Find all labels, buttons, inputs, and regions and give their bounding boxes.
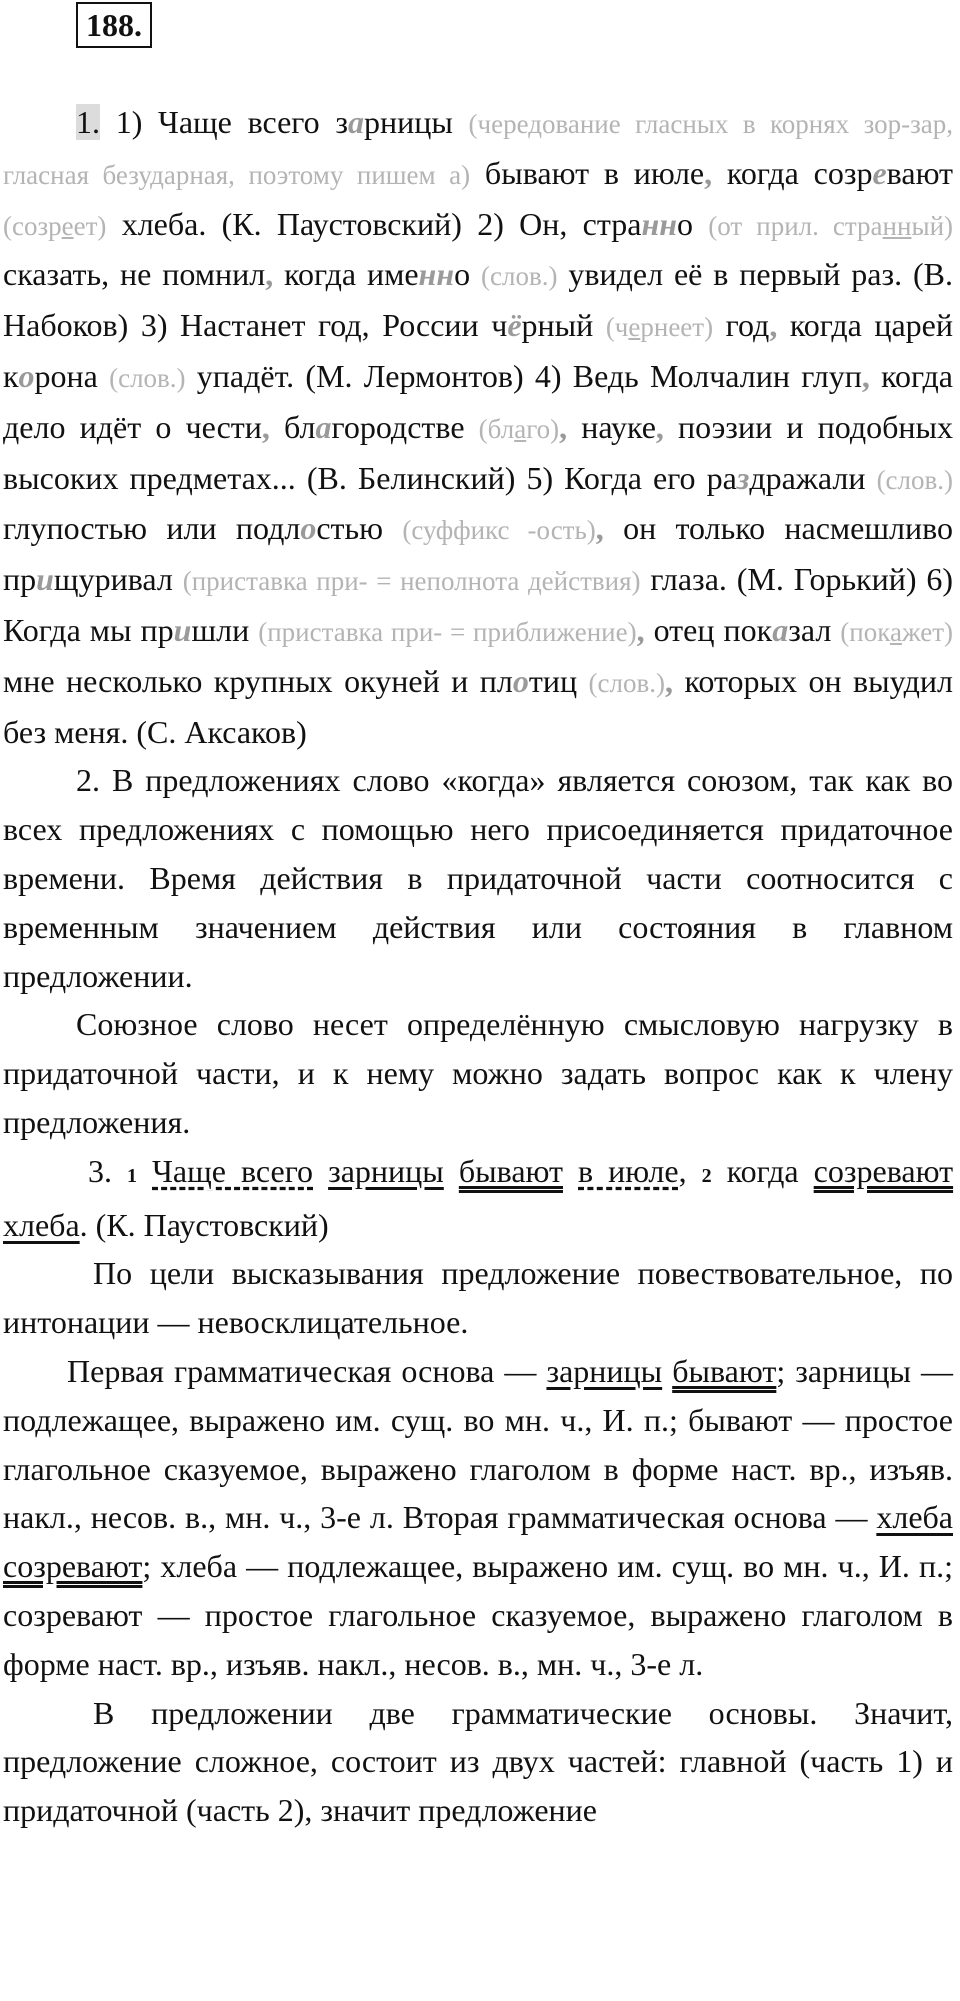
predicate-underline: созревают: [813, 1152, 954, 1189]
marked-comma: ,: [704, 154, 713, 191]
predicate-underline: созревают: [3, 1548, 143, 1585]
subject-underline: зарницы: [546, 1352, 663, 1389]
marked-letter: нн: [418, 256, 455, 293]
exercise-number: 188.: [76, 2, 152, 48]
grammar-basis-paragraph: Первая грамматическая основа — зарницы бывают; зарницы — подлежащее, выражено им. сущ. во мн. ч., И. п.; бывают — простое глагольное сказуемое, выражено глаголом в форме наст. вр., изъяв. накл., несов. в., мн. ч., 3-е л. Вторая грамматическая основа — хлеба созревают; хлеба — подлежащее, выражено им. сущ. во мн. ч., И. п.; созревают — простое глагольное сказуемое, выражено глаголом в форме наст. вр., изъяв. накл., несов. в., мн. ч., 3-е л.: [3, 1352, 953, 1682]
comment: (созреет): [3, 210, 107, 241]
marked-letter: о: [300, 510, 317, 547]
marked-letter: и: [36, 561, 54, 598]
marked-comma: ,: [559, 408, 568, 445]
answer-text: [3, 98, 953, 1835]
predicate-underline: бывают: [458, 1152, 563, 1189]
marked-letter: о: [512, 662, 529, 699]
task-1-paragraph: 1. 1) Чаще всего зарницы (чередование гласных в корнях зор-зар, гласная безударная, поэтому пишем а) бывают в июле, когда созревают (созреет) хлеба. (К. Паустовский) 2) Он, странно (от прил. странный) сказать, не помнил, когда именно (слов.) увидел её в первый раз. (В. Набоков) 3) Настанет год, России чёрный (чернеет) год, когда царей корона (слов.) упадёт. (М. Лермонтов) 4) Ведь Молчалин глуп, когда дело идёт о чести, благородстве (благо), науке, поэзии и подобных высоких предметах... (В. Белинский) 5) Когда его раздражали (слов.) глупостью или подлостью (суффикс -ость), он только насмешливо прищуривал (приставка при- = неполнота действия) глаза. (М. Горький) 6) Когда мы пришли (приставка при- = приближение), отец показал (покажет) мне несколько крупных окуней и плотиц (слов.), которых он выудил без меня. (С. Аксаков): [3, 104, 954, 750]
union-word-paragraph: Союзное слово несет определённую смысловую нагрузку в придаточной части, и к нему можно задать вопрос как к члену предложения.: [3, 1006, 953, 1140]
conclusion-paragraph: В предложении две грамматические основы. Значит, предложение сложное, состоит из двух частей: главной (часть 1) и придаточной (часть 2), значит предложение: [3, 1694, 953, 1829]
task-3-paragraph: 3. 1 Чаще всего зарницы бывают в июле, 2 когда созревают хлеба. (К. Паустовский): [3, 1152, 954, 1243]
marked-letter: о: [18, 357, 35, 394]
part-index: 1: [127, 1164, 138, 1187]
part-index: 2: [701, 1164, 712, 1187]
task-1-number: 1.: [76, 104, 100, 140]
marked-letter: е: [872, 154, 887, 191]
task-2-paragraph: 2. В предложениях слово «когда» является союзом, так как во всех предложениях с помощью него присоединяется придаточное времени. Время действия в придаточной части соотносится с временным значением действия или состояния в главном предложении.: [3, 762, 953, 994]
marked-letter: а: [772, 611, 789, 648]
marked-letter: а: [315, 408, 332, 445]
marked-comma: ,: [664, 662, 673, 699]
purpose-paragraph: По цели высказывания предложение повествовательное, по интонации — невосклицательное.: [3, 1255, 953, 1341]
comment: (слов.): [109, 362, 186, 393]
marked-comma: ,: [861, 357, 870, 394]
marked-letter: и: [173, 611, 192, 648]
subject-underline: зарницы: [328, 1152, 444, 1189]
marked-comma: ,: [769, 307, 778, 344]
comment: (суффикс -ость): [402, 515, 596, 546]
comment: (приставка при- = приближение): [258, 616, 637, 647]
marked-letter: з: [736, 459, 750, 496]
marked-comma: ,: [265, 256, 274, 293]
comment: (чернеет): [605, 312, 714, 343]
subject-underline: хлеба: [876, 1499, 953, 1536]
marked-letter: а: [347, 104, 364, 140]
marked-comma: ,: [261, 408, 270, 445]
adverbial-underline: Чаще всего: [152, 1152, 314, 1189]
marked-letter: ё: [507, 307, 522, 344]
comment: (благо): [478, 413, 560, 444]
marked-comma: ,: [655, 408, 664, 445]
comment: (покажет): [840, 616, 954, 647]
comment: (слов.): [588, 667, 665, 698]
adverbial-underline: в июле: [578, 1152, 679, 1189]
marked-comma: ,: [636, 611, 645, 648]
predicate-underline: бывают: [672, 1352, 777, 1389]
marked-comma: ,: [595, 510, 604, 547]
comment: (приставка при- = неполнота действия): [182, 566, 641, 597]
marked-letter: нн: [641, 205, 677, 242]
comment: (слов.): [481, 261, 558, 292]
comment: (слов.): [876, 464, 954, 495]
comment: (чередование гласных в корнях зор-зар, гласная безударная, поэтому пишем а): [3, 109, 953, 190]
subject-underline: хлеба: [3, 1206, 80, 1243]
comment: (от прил. странный): [708, 210, 954, 241]
